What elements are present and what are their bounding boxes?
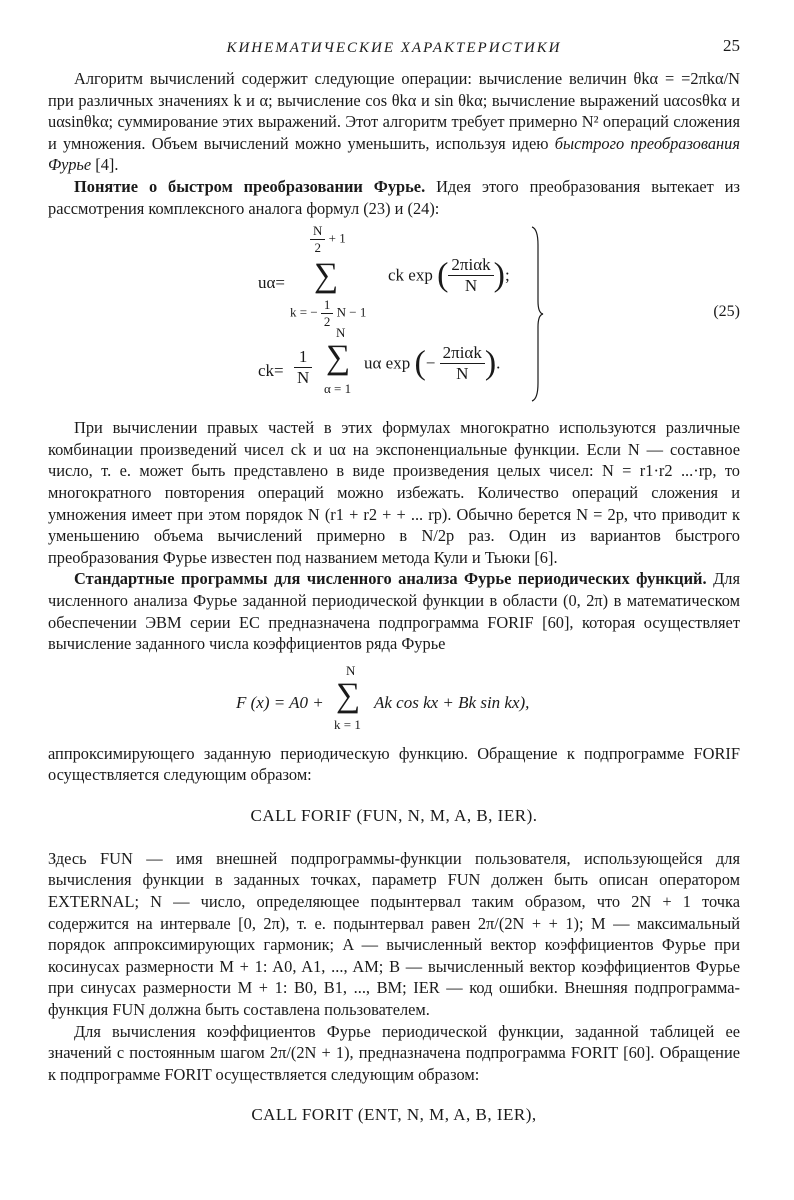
equation-25 [48, 225, 740, 407]
paragraph-standard-programs: Стандартные программы для численного анализа Фурье периодических функций. Для численного анализа Фурье заданной периодической функции в области (0, 2π) в математическом обеспечении ЭВМ серии ЕС предназначена подпрограмма FORIF [60], которая осуществляет вычисление заданного числа коэффициентов ряда Фурье [48, 569, 740, 654]
u-term: ck exp ( $\frac{\text{2πiαk}}{N}$ ); [388, 255, 510, 296]
u-sum-lower: k = − $\frac{1}{2}$ N − 1 [290, 297, 367, 330]
f-rhs: Ak cos kx + Bk sin kx), [374, 692, 530, 712]
u-sum-upper: $\frac{N}{2}$ + 1 [310, 223, 346, 256]
c-sum-upper: N [336, 325, 346, 341]
equation-fourier-series [48, 661, 740, 739]
paragraph-parameters: Здесь FUN — имя внешней подпрограммы-функции пользователя, использующейся для вычисления функции в заданных точках, параметр FUN должен быть описан оператором EXTERNAL; N — число, определяющее подынтервал таким образом, что 2N + 1 точка содержится на интервале [0, 2π), т. е. подынтервал равен 2π/(2N + + 1); M — максимальный порядок аппроксимирующих гармоник; A — вычисленный вектор коэффициентов Фурье при косинусах размерности M + 1: A0, A1, ..., AM; B — вычисленный вектор коэффициентов Фурье при синусах размерности M + 1: B0, B1, ..., BM; IER — код ошибки. Внешняя подпрограмма-функция FUN должна быть составлена пользователем. [48, 848, 740, 1020]
f-sum-upper: N [346, 662, 356, 678]
page [48, 36, 740, 1147]
call-forit: CALL FORIT (ENT, N, M, A, B, IER), [251, 1105, 537, 1125]
running-title: КИНЕМАТИЧЕСКИЕ ХАРАКТЕРИСТИКИ [226, 40, 562, 56]
c-sum-lower: α = 1 [324, 381, 352, 397]
call-forif: CALL FORIF (FUN, N, M, A, B, IER). [250, 805, 538, 825]
f-lhs: F (x) = A0 + [236, 692, 324, 712]
section-heading-standard-programs: Стандартные программы для численного анализа Фурье периодических функций. [74, 569, 707, 589]
f-sum-lower: k = 1 [334, 716, 361, 732]
paragraph-approximating: аппроксимирующего заданную периодическую функцию. Обращение к подпрограмме FORIF осуществляется следующим образом: [48, 743, 740, 785]
c-prefactor: $\frac{1}{N}$ [294, 347, 312, 388]
equation-number-25: (25) [713, 303, 740, 321]
right-brace-icon [530, 225, 544, 403]
running-header [48, 36, 740, 68]
c-sum-sigma: ∑ [326, 339, 351, 377]
page-number: 25 [723, 36, 740, 55]
u-lhs: uα= [258, 273, 285, 293]
paragraph-algorithm: Алгоритм вычислений содержит следующие операции: вычисление величин θkα = =2πkα/N при различных значениях k и α; вычисление cos θkα и sin θkα; вычисление выражений uαcosθkα и uαsinθkα; суммирование этих выражений. Этот алгоритм требует примерно N² операций сложения и умножения. Объем вычислений можно уменьшить, используя идею быстрого преобразования Фурье [4]. [48, 69, 740, 175]
paragraph-fft-concept: Понятие о быстром преобразовании Фурье. Идея этого преобразования вытекает из рассмотрения комплексного аналога формул (23) и (24): [48, 176, 740, 218]
f-sum-sigma: ∑ [336, 676, 361, 714]
section-heading-fft: Понятие о быстром преобразовании Фурье. [74, 176, 426, 196]
u-sum-sigma: ∑ [314, 257, 339, 295]
c-lhs: ck= [258, 361, 284, 381]
paragraph-computation: При вычислении правых частей в этих формулах многократно используются различные комбинации произведений чисел ck и uα на экспоненциальные функции. Если N — составное число, т. е. может быть представлено в виде произведения целых чисел: N = r1·r2 ...·rp, то многократного повторения операций можно избежать. Количество операций сложения и умножения имеет при этом порядок N (r1 + r2 + + ... rp). Обычно берется N = 2p, что приводит к уменьшению объема вычислений примерно в N/2p раз. Один из вариантов быстрого преобразования Фурье известен под названием метода Кули и Тьюки [6]. [48, 418, 740, 567]
c-term: uα exp (− $\frac{\text{2πiαk}}{N}$ ). [364, 343, 501, 384]
paragraph-forit: Для вычисления коэффициентов Фурье периодической функции, заданной таблицей ее значений с постоянным шагом 2π/(2N + 1), предназначена подпрограмма FORIT [60]. Обращение к подпрограмме FORIT осуществляется следующим образом: [48, 1021, 740, 1084]
